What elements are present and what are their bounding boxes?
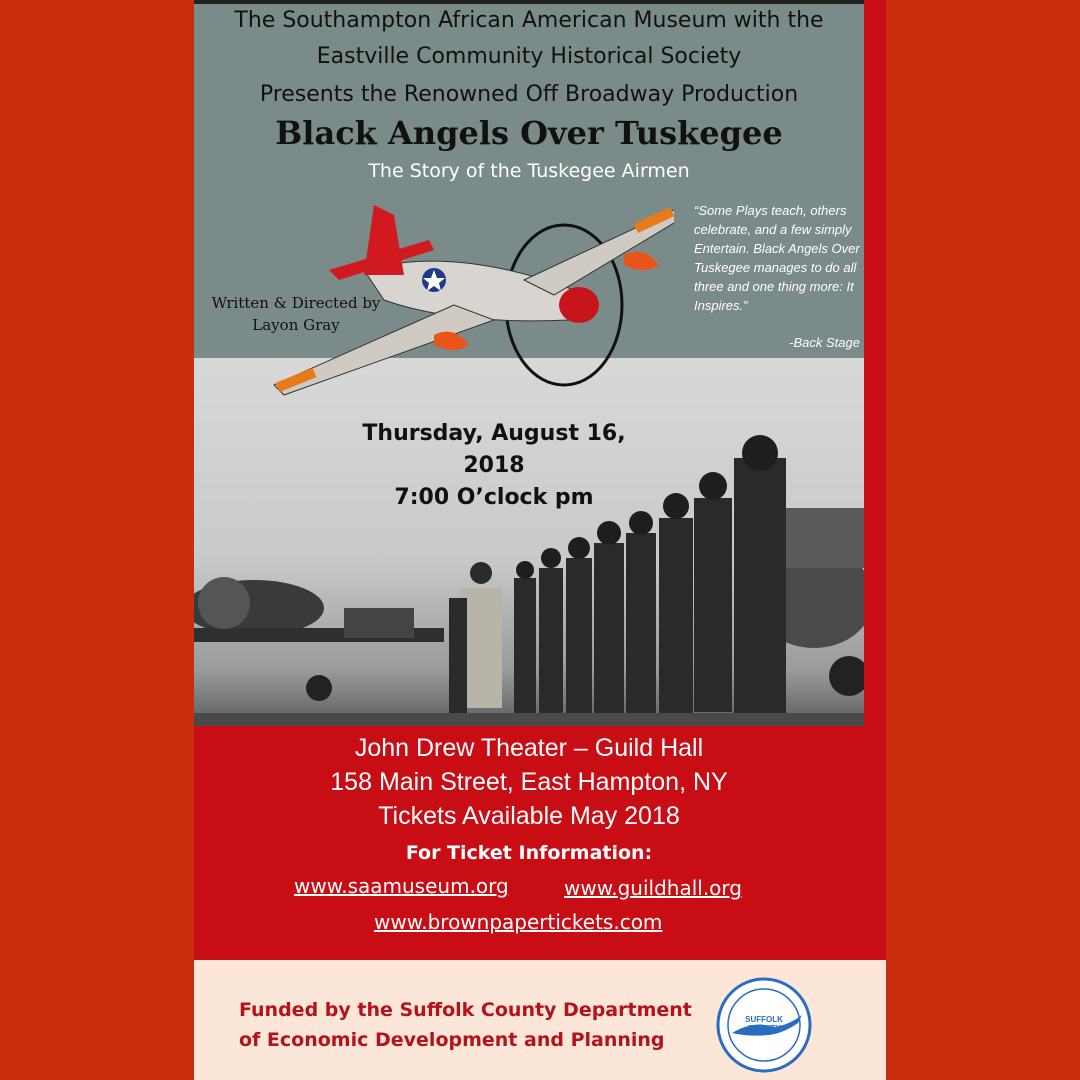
review-source: -Back Stage	[789, 335, 860, 350]
guildhall-link[interactable]: www.guildhall.org	[564, 876, 742, 900]
presenter-line-1: The Southampton African American Museum with the	[234, 8, 824, 33]
play-subtitle: The Story of the Tuskegee Airmen	[368, 160, 690, 182]
airplane-illustration	[254, 195, 674, 405]
review-quote: “Some Plays teach, others celebrate, and a few simply Entertain. Black Angels Over Tuskegee manages to do all three and one thing more: It Inspires.”	[694, 203, 860, 313]
venue-address: 158 Main Street, East Hampton, NY	[330, 768, 728, 796]
right-red-stripe	[864, 0, 886, 726]
event-time: 7:00 O’clock pm	[394, 485, 594, 510]
airmen-photo	[194, 358, 864, 726]
funding-statement: Funded by the Suffolk County Department of Economic Development and Planning	[239, 999, 692, 1051]
ticket-info-heading: For Ticket Information:	[405, 842, 653, 864]
ticket-availability: Tickets Available May 2018	[378, 802, 680, 830]
play-title: Black Angels Over Tuskegee	[275, 114, 783, 152]
presenter-line-3: Presents the Renowned Off Broadway Production	[259, 82, 799, 107]
saamuseum-link[interactable]: www.saamuseum.org	[294, 874, 509, 898]
seal-label: SUFFOLK COUNTY	[745, 1015, 783, 1033]
venue-name: John Drew Theater – Guild Hall	[354, 734, 704, 762]
event-date: Thursday, August 16, 2018	[362, 421, 626, 478]
credit-label: Written & Directed by	[211, 294, 381, 312]
presenter-line-2: Eastville Community Historical Society	[316, 44, 742, 69]
brownpapertickets-link[interactable]: www.brownpapertickets.com	[374, 910, 663, 934]
event-datetime	[344, 418, 644, 514]
credit-name: Layon Gray	[252, 316, 340, 334]
event-poster	[194, 0, 886, 1080]
airmen-photo-illustration	[194, 358, 864, 726]
